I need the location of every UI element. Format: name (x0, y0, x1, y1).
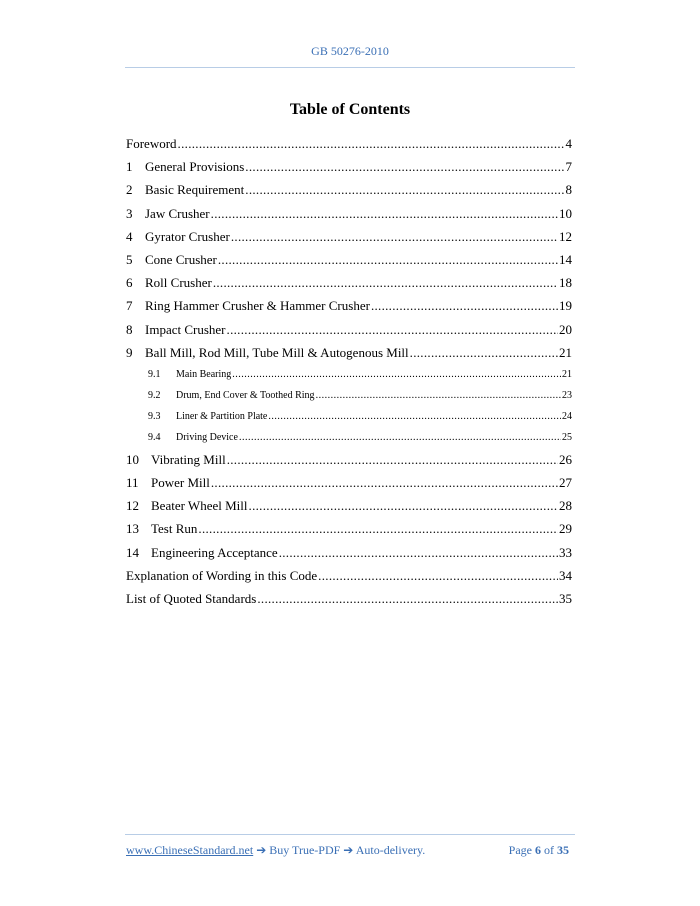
toc-entry[interactable] (126, 385, 572, 406)
page-title: Table of Contents (289, 101, 411, 118)
toc-entry-label: Liner & Partition Plate (176, 410, 268, 422)
toc-entry-number: 9.2 (148, 389, 161, 401)
toc-entry-page: 21 (559, 344, 572, 360)
toc-leader-dots (245, 155, 564, 178)
toc-entry-page: 28 (559, 498, 572, 514)
toc-entry-number: 7 (126, 298, 133, 314)
toc-entry-page: 21 (562, 368, 572, 380)
toc-entry[interactable] (126, 364, 572, 385)
toc-entry-page: 20 (559, 321, 572, 337)
toc-leader-dots (371, 294, 558, 317)
toc-leader-dots (410, 341, 558, 364)
toc-leader-dots (227, 318, 558, 341)
toc-leader-dots (231, 225, 558, 248)
toc-entry[interactable] (126, 471, 572, 494)
toc-entry-number: 3 (126, 205, 133, 221)
toc-entry[interactable] (126, 541, 572, 564)
auto-delivery-text: Auto-delivery. (355, 843, 426, 857)
toc-leader-dots (178, 132, 565, 155)
website-link[interactable]: www.ChineseStandard.net (126, 843, 254, 857)
toc-leader-dots (316, 385, 561, 406)
toc-leader-dots (213, 271, 558, 294)
header-divider (125, 67, 575, 68)
toc-entry-page: 25 (562, 431, 572, 443)
toc-entry-number: 5 (126, 251, 133, 267)
toc-entry-number: 10 (126, 451, 139, 467)
toc-entry-page: 34 (559, 567, 572, 583)
toc-entry-page: 19 (559, 298, 572, 314)
toc-entry-label: Roll Crusher (145, 275, 212, 291)
total-pages: 35 (557, 843, 569, 857)
toc-entry-page: 18 (559, 275, 572, 291)
toc-entry-label: General Provisions (145, 159, 245, 175)
footer-promo (126, 843, 425, 858)
toc-entry-label: Test Run (151, 521, 198, 537)
toc-leader-dots (318, 564, 558, 587)
toc-entry[interactable] (126, 318, 572, 341)
toc-entry[interactable] (126, 517, 572, 540)
toc-entry-label: Driving Device (176, 431, 238, 443)
toc-entry-page: 26 (559, 451, 572, 467)
toc-entry-page: 35 (559, 591, 572, 606)
current-page: 6 (535, 843, 541, 857)
toc-entry[interactable] (126, 271, 572, 294)
footer-divider (125, 834, 575, 835)
toc-entry[interactable] (126, 294, 572, 317)
toc-entry[interactable] (126, 406, 572, 427)
toc-entry-label: Main Bearing (176, 368, 232, 380)
toc-entry[interactable] (126, 564, 572, 587)
toc-entry-label: Cone Crusher (145, 251, 217, 267)
toc-entry-label: Impact Crusher (145, 321, 226, 337)
toc-entry-page: 12 (559, 228, 572, 244)
toc-entry-page: 29 (559, 521, 572, 537)
toc-entry-page: 14 (559, 251, 572, 267)
toc-entry[interactable] (126, 587, 572, 610)
toc-leader-dots (211, 471, 558, 494)
toc-entry-number: 11 (126, 475, 139, 491)
toc-leader-dots (211, 202, 558, 225)
toc-leader-dots (249, 494, 558, 517)
toc-leader-dots (239, 427, 561, 448)
buy-pdf-text: Buy True-PDF (269, 843, 341, 857)
toc-entry-label: List of Quoted Standards (126, 591, 257, 606)
toc-leader-dots (198, 517, 558, 540)
toc-entry-page: 8 (565, 182, 572, 198)
toc-leader-dots (268, 406, 561, 427)
toc-entry-number: 9.3 (148, 410, 161, 422)
toc-entry-label: Jaw Crusher (145, 205, 210, 221)
toc-entry-label: Engineering Acceptance (151, 544, 278, 560)
toc-entry[interactable] (126, 132, 572, 155)
toc-entry-page: 23 (562, 389, 572, 401)
page-label: Page (508, 843, 532, 857)
toc-entry-number: 9.1 (148, 368, 161, 380)
toc-entry-page: 10 (559, 205, 572, 221)
toc-entry-label: Vibrating Mill (151, 451, 226, 467)
toc-entry-page: 4 (565, 136, 572, 151)
toc-entry-label: Power Mill (151, 475, 210, 491)
toc-leader-dots (227, 448, 558, 471)
toc-entry[interactable] (126, 248, 572, 271)
toc-entry-number: 1 (126, 159, 133, 175)
toc-entry[interactable] (126, 225, 572, 248)
toc-entry-number: 6 (126, 275, 133, 291)
toc-entry-number: 13 (126, 521, 139, 537)
toc-entry[interactable] (126, 155, 572, 178)
toc-entry[interactable] (126, 427, 572, 448)
toc-entry[interactable] (126, 494, 572, 517)
table-of-contents (126, 132, 572, 610)
toc-leader-dots (245, 178, 564, 201)
toc-entry-number: 9.4 (148, 431, 161, 443)
toc-entry-label: Drum, End Cover & Toothed Ring (176, 389, 315, 401)
page-of-label: of (544, 843, 554, 857)
toc-entry-number: 4 (126, 228, 133, 244)
toc-entry-number: 8 (126, 321, 133, 337)
toc-leader-dots (218, 248, 558, 271)
toc-leader-dots (257, 587, 558, 610)
document-code-header: GB 50276-2010 (311, 44, 389, 58)
toc-entry-label: Foreword (126, 136, 177, 151)
toc-entry-page: 7 (565, 159, 572, 175)
toc-entry-number: 14 (126, 544, 139, 560)
toc-entry[interactable] (126, 202, 572, 225)
toc-entry[interactable] (126, 341, 572, 364)
toc-entry-number: 9 (126, 344, 133, 360)
page-number (509, 843, 569, 858)
toc-entry-number: 12 (126, 498, 139, 514)
arrow-icon: ➔ (256, 843, 267, 857)
toc-leader-dots (279, 541, 558, 564)
toc-entry-label: Ring Hammer Crusher & Hammer Crusher (145, 298, 370, 314)
toc-entry-label: Basic Requirement (145, 182, 245, 198)
toc-entry-label: Ball Mill, Rod Mill, Tube Mill & Autogenous Mill (145, 344, 409, 360)
arrow-icon: ➔ (343, 843, 354, 857)
toc-entry[interactable] (126, 448, 572, 471)
toc-leader-dots (232, 364, 561, 385)
toc-entry[interactable] (126, 178, 572, 201)
toc-entry-page: 27 (559, 475, 572, 491)
toc-entry-label: Explanation of Wording in this Code (126, 567, 318, 583)
toc-entry-page: 24 (562, 410, 572, 422)
toc-entry-page: 33 (559, 544, 572, 560)
toc-entry-label: Gyrator Crusher (145, 228, 230, 244)
toc-entry-number: 2 (126, 182, 133, 198)
toc-entry-label: Beater Wheel Mill (151, 498, 248, 514)
